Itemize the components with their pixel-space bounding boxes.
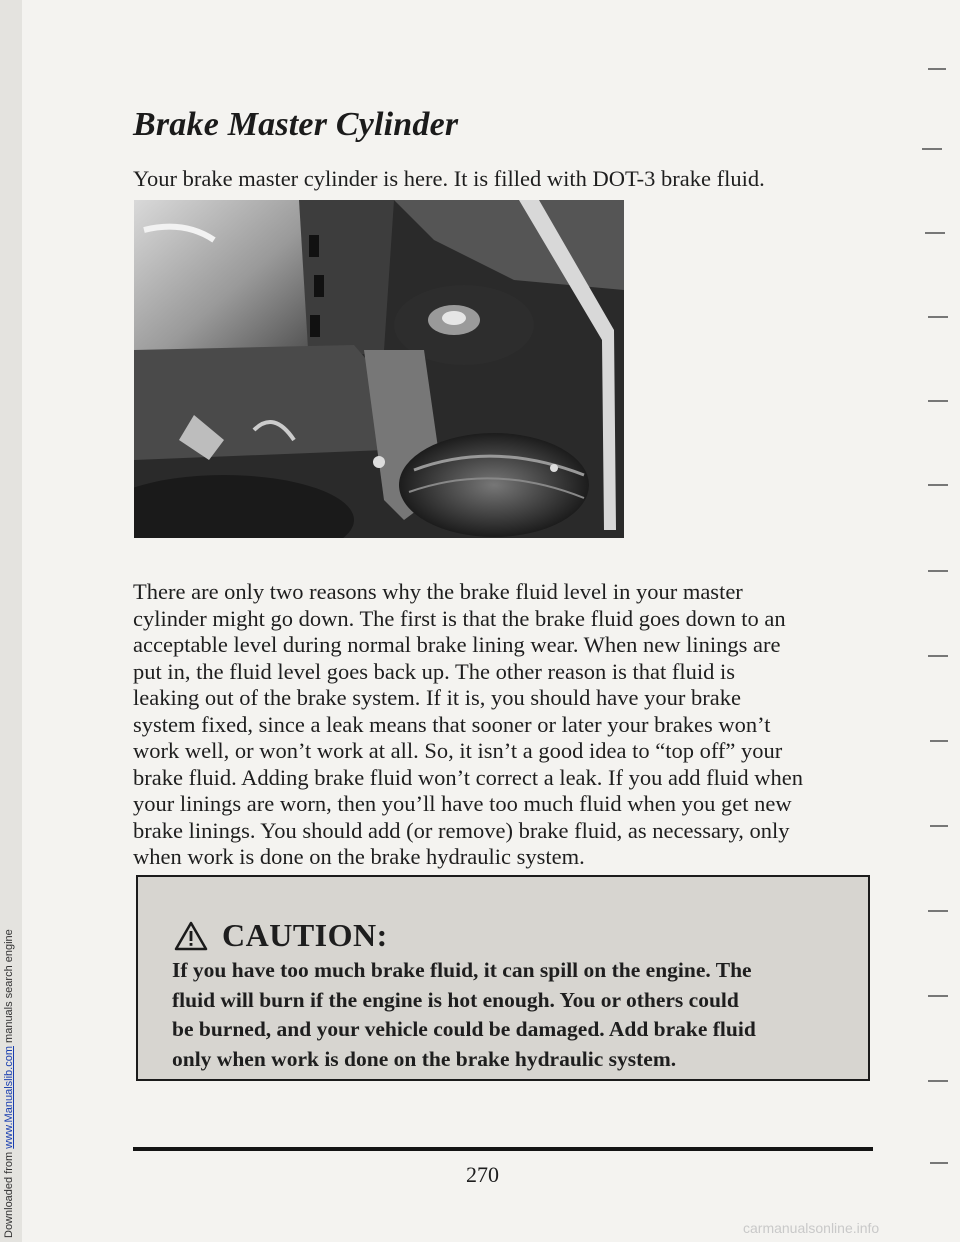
caution-title: CAUTION: <box>222 917 388 953</box>
body-line: There are only two reasons why the brake fluid level in your master <box>133 579 743 604</box>
section-title: Brake Master Cylinder <box>133 106 459 143</box>
footer-watermark: carmanualsonline.info <box>743 1220 880 1236</box>
caution-line: fluid will burn if the engine is hot enough. You or others could <box>172 987 739 1012</box>
caution-line: only when work is done on the brake hydraulic system. <box>172 1046 677 1071</box>
caution-text <box>172 956 852 1074</box>
download-prefix: Downloaded from <box>3 1148 15 1238</box>
body-paragraph <box>133 579 881 871</box>
body-line: when work is done on the brake hydraulic system. <box>133 844 585 869</box>
download-suffix: manuals search engine <box>3 929 15 1047</box>
margin-tick <box>928 316 948 318</box>
margin-tick <box>928 68 946 70</box>
margin-tick <box>930 825 948 827</box>
margin-tick <box>928 400 948 402</box>
body-line: brake fluid. Adding brake fluid won’t correct a leak. If you add fluid when <box>133 764 804 790</box>
footer-rule <box>133 1147 873 1151</box>
caution-box <box>136 875 870 1081</box>
margin-tick <box>922 148 942 150</box>
body-line: work well, or won’t work at all. So, it isn’t a good idea to “top off” your <box>133 738 783 763</box>
body-line: leaking out of the brake system. If it is, you should have your brake <box>133 685 741 710</box>
margin-tick <box>928 1080 948 1082</box>
body-line: cylinder might go down. The first is that the brake fluid goes down to an <box>133 605 786 631</box>
page-number: 270 <box>466 1162 499 1187</box>
caution-line: If you have too much brake fluid, it can spill on the engine. The <box>172 958 752 982</box>
manualslib-link[interactable]: www.Manualslib.com <box>3 1046 15 1149</box>
engine-bay-photo <box>134 200 624 538</box>
body-line: your linings are worn, then you’ll have too much fluid when you get new <box>133 791 792 816</box>
margin-tick <box>928 484 948 486</box>
caution-header <box>174 917 388 954</box>
engine-bay-illustration <box>134 200 624 538</box>
body-line: brake linings. You should add (or remove) brake fluid, as necessary, only <box>133 817 790 843</box>
intro-text: Your brake master cylinder is here. It is filled with DOT-3 brake fluid. <box>133 166 765 191</box>
margin-tick <box>930 740 948 742</box>
caution-line: be burned, and your vehicle could be damaged. Add brake fluid <box>172 1017 756 1041</box>
body-line: put in, the fluid level goes back up. The other reason is that fluid is <box>133 658 735 684</box>
margin-tick <box>928 910 948 912</box>
margin-tick <box>928 570 948 572</box>
margin-tick <box>928 655 948 657</box>
download-source-note <box>3 929 15 1238</box>
body-line: acceptable level during normal brake lining wear. When new linings are <box>133 632 781 657</box>
body-line: system fixed, since a leak means that sooner or later your brakes won’t <box>133 711 771 737</box>
margin-tick <box>930 1162 948 1164</box>
margin-tick <box>928 995 948 997</box>
margin-tick <box>925 232 945 234</box>
warning-triangle-icon <box>174 921 208 951</box>
